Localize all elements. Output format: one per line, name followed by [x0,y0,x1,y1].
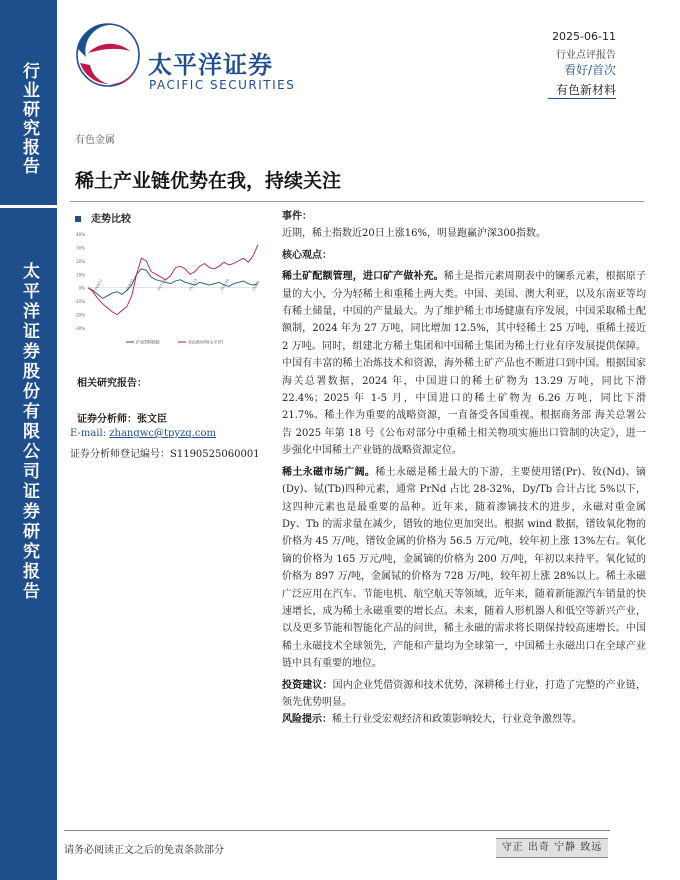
y-tick-label: 30% [76,245,85,251]
footer-motto: 守正 出奇 宁静 致远 [496,838,608,858]
sidebar-bottom-text: 太平洋证券股份有限公司证券研究报告 [19,262,39,602]
title-divider [70,201,644,202]
x-tick-label: 24/11/2 [156,278,167,292]
risk-text: 稀土行业受宏观经济和政策影响较大，行业竞争激烈等。 [332,714,582,726]
report-type: 行业点评报告 [556,50,616,61]
report-rating: 看好/首次 [563,63,616,77]
y-tick-label: -30% [74,326,85,331]
sector-label: 有色金属 [75,135,115,146]
paragraph-invest [282,677,646,712]
paragraph-risk [282,711,646,728]
paragraph-supply-lead: 稀土矿配额管理，进口矿产做补充。 [282,271,444,283]
x-tick-label: 25/6/6 [251,280,261,292]
series-line-1 [88,245,261,315]
analyst-email [70,428,216,439]
analyst-name: 证券分析师：张文臣 [77,414,167,425]
series-line-0 [88,269,261,299]
invest-text: 国内企业凭借资源和技术优势，深耕稀土行业，打造了完整的产业链，领先优势明显。 [282,679,647,708]
email-label: E-mail: [70,428,110,439]
y-tick-label: 0% [78,285,85,291]
y-tick-label: 10% [76,272,85,278]
footer-disclaimer: 请务必阅读正文之后的免责条款部分 [64,845,224,856]
meta-divider [548,98,616,99]
logo-chinese-name: 太平洋证券 [148,51,273,79]
legend-label-0: 沪深300指数 [136,339,160,345]
trend-heading [75,210,131,225]
related-reports-heading: 相关研究报告： [77,378,147,389]
y-tick-label: 20% [76,258,85,264]
trend-heading-label: 走势比较 [91,214,131,225]
page-title: 稀土产业链优势在我，持续关注 [75,170,342,192]
y-tick-label: -20% [74,312,85,318]
invest-lead: 投资建议： [282,679,333,691]
paragraph-supply [282,268,646,459]
legend-label-1: 有色新材料(太平洋) [188,339,224,345]
risk-lead: 风险提示： [282,714,332,726]
paragraph-magnet-lead: 稀土永磁市场广阔。 [282,466,376,478]
logo-english-name: PACIFIC SECURITIES [149,78,296,92]
footer-divider [64,830,610,831]
y-tick-label: -10% [74,299,85,305]
x-tick-label: 24/6/11 [93,278,104,292]
core-heading: 核心观点： [282,249,332,261]
event-heading: 事件： [282,211,312,222]
x-tick-label: 25/1/13 [188,278,199,292]
x-tick-label: 25/3/26 [219,278,230,292]
event-text: 近期，稀土指数近20日上涨16%，明显跑赢沪深300指数。 [282,228,547,240]
paragraph-magnet [282,464,646,673]
x-tick-label: 24/8/22 [125,278,136,292]
analyst-cert: 证券分析师登记编号：S1190525060001 [70,449,260,460]
report-date: 2025-06-11 [552,30,616,43]
email-link[interactable]: zhangwc@tpyzq.com [109,428,216,439]
paragraph-supply-text: 稀土是指元素周期表中的镧系元素，根据原子量的大小，分为轻稀土和重稀土两大类。中国、美国、澳大利亚，以及东南亚等均有稀土储量，中国的产量最大。为了维护稀土市场健康有序发展，中国采取稀土配额制，2024 年为 27 万吨，同比增加 12.5%，其中轻稀土 25 万吨，重稀土接近 2 万吨。同时，组建北方稀土集团和中国稀土集团为稀土行业有序发展提供保障。中国有丰富的稀土冶炼技术和资源，海外稀土矿产品也不断进口到中国。根据国家海关总署数据，2024 年，中国进口的稀土矿物为 13.29 万吨，同比下滑 22.4%；2025 年 1-5 月，中国进口的稀土矿物为 6.26 万吨，同比下滑 21.7%。稀土作为重要的战略资源，一直备受各国重视。根据商务部 海关总署公告 2025 年第 18 号《公布对部分中重稀土相关物项实施出口管制的决定》，进一步强化中国稀土产业链的战略资源定位。 [282,271,646,457]
paragraph-magnet-text: 稀土永磁是稀土最大的下游，主要使用镨(Pr)、钕(Nd)、镝(Dy)、铽(Tb)四种元素，通常 PrNd 占比 28-32%，Dy/Tb 合计占比 5%以下，这四种元素也是最重要的品种。近年来，随着渗镝技术的进步，永磁对重金属 Dy、Tb 的需求量在减少，镨钕的地位更加突出。根据 wind 数据，镨钕氧化物的价格为 45 万/吨，镨钕金属的价格为 56.5 万元/吨，较年初上涨 13%左右。氧化镝的价格为 165 万元/吨，金属镝的价格为 200 万/吨，年初以来持平。氧化铽的价格为 897 万/吨，金属铽的价格为 728 万/吨，较年初上涨 28%以上。稀土永磁广泛应用在汽车、节能电机、航空航天等领域，近年来，随着新能源汽车销量的快速增长，成为稀土永磁重要的增长点。未来，随着人形机器人和低空等新兴产业，以及更多节能和智能化产品的问世，稀土永磁的需求将长期保持较高速增长。中国稀土永磁技术全球领先，产能和产量均为全球第一，中国稀土永磁出口在全球产业链中具有重要的地位。 [282,466,647,670]
square-bullet-icon [75,216,81,222]
y-tick-label: 40% [76,232,85,237]
sidebar-top-text: 行业研究报告 [19,62,39,176]
report-body [282,208,646,729]
report-industry: 有色新材料 [555,83,616,97]
trend-chart [68,228,266,350]
